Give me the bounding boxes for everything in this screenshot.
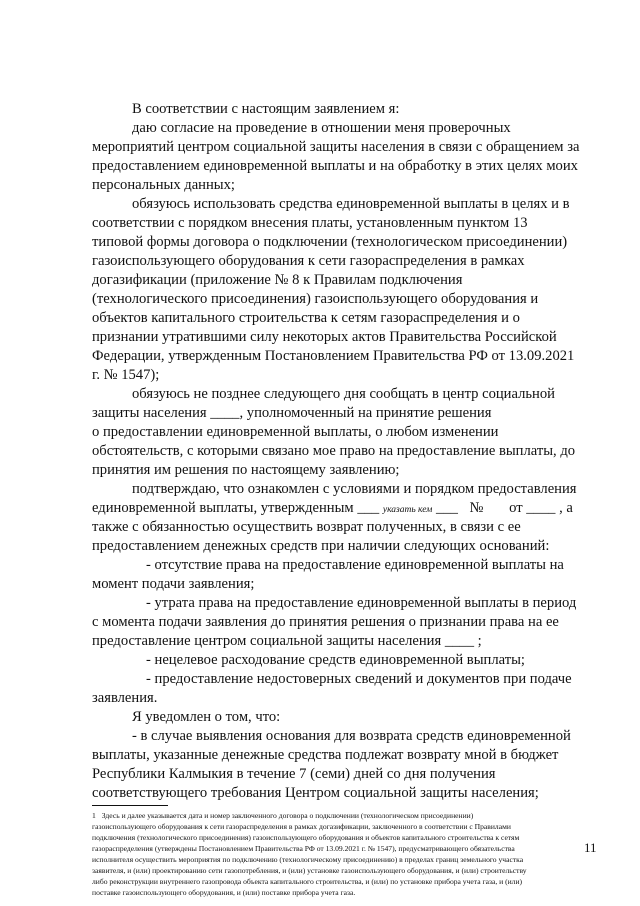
approved-from: от [509,500,523,516]
body-line: В соответствии с настоящим заявлением я: [132,101,400,117]
body-line: защиты населения ____, уполномоченный на принятие решения [92,405,492,421]
approved-blank: ___ [357,500,380,516]
footnote-marker: 1 [92,811,96,820]
body-line: заявления. [92,690,158,706]
footnote-line: заявителя, и (или) проектированию сети газопотребления, и (или) установке газоиспользующего оборудования, и (или) строительству [92,866,527,875]
body-line [92,119,600,138]
body-line: выплаты, указанные денежные средства подлежат возврату мной в бюджет [92,747,559,763]
footnote-line: исполнителя осуществить мероприятия по подключению (технологическому присоединению) в пределах границ земельного участка [92,855,524,864]
body-line: предоставление центром социальной защиты населения ____ ; [92,633,482,649]
footnote-line: газоиспользующего оборудования к сети газораспределения в рамках догазификации, заключенного в соответствии с Правилами [92,822,511,831]
body-line: - предоставление недостоверных сведений и документов при подаче [146,671,572,687]
body-line: Я уведомлен о том, что: [132,709,281,725]
footnote-line: поставке газоиспользующего оборудования, и (или) поставке прибора учета газа. [92,888,356,897]
body-line: персональных данных; [92,177,235,193]
body-line: предоставлением денежных средств при наличии следующих оснований: [92,538,550,554]
page-number: 11 [584,840,597,855]
body-line: газоиспользующего оборудования к сети газораспределения в рамках [92,253,525,269]
body-line: обязуюсь не позднее следующего дня сообщать в центр социальной [132,386,555,402]
footnote-text: Здесь и далее указывается дата и номер заключенного договора о подключении (технологическом присоединении) [101,811,474,820]
footnote-line: подключения (технологического присоединения) газоиспользующего оборудования и объектов капитального строительства к сетям [92,833,520,842]
body-line: - отсутствие права на предоставление единовременной выплаты на [146,557,564,573]
body-line: обстоятельств, с которыми связано мое право на предоставление выплаты, до [92,443,576,459]
body-line: Республики Калмыкия в течение 7 (семи) дней со дня получения [92,766,496,782]
body-line: также с обязанностью осуществить возврат полученных, в связи с ее [92,519,521,535]
body-line: признании утратившими силу некоторых актов Правительства Российской [92,329,557,345]
body-line: мероприятий центром социальной защиты населения в связи с обращением за [92,139,580,155]
approved-date-blank: ____ [526,500,556,516]
footnote-line: либо реконструкции внутреннего газопровода объекта капитального строительства, и (или) по установке прибора учета газа, и (или) [92,877,523,886]
body-line: принятия им решения по настоящему заявлению; [92,462,400,478]
approved-by-line [92,499,600,520]
body-line: момент подачи заявления; [92,576,255,592]
body-line: г. № 1547); [92,367,160,383]
approved-number-sign: № [469,500,484,516]
body-line: догазификации (приложение № 8 к Правилам подключения [92,272,463,288]
body-line-text: даю согласие на проведение в отношении меня проверочных [132,120,511,136]
body-line: типовой формы договора о подключении (технологическом присоединении) [92,234,568,250]
body-line: предоставлением единовременной выплаты и на обработку в этих целях моих [92,158,578,174]
approved-end: , а [559,500,573,516]
body-line: - в случае выявления основания для возврата средств единовременной [132,728,571,744]
approved-blank-2: ___ [435,500,458,516]
body-line: обязуюсь использовать средства единовременной выплаты в целях и в [132,196,570,212]
body-line: с момента подачи заявления до принятия решения о признании права на ее [92,614,559,630]
body-line: о предоставлении единовременной выплаты, о любом изменении [92,424,499,440]
footnote-line: газораспределения (утверждены Постановлением Правительства РФ от 13.09.2021 г. № 1547), предусматривающего обязательства [92,844,515,853]
body-line: (технологического присоединения) газоиспользующего оборудования и [92,291,539,307]
approved-by-text: единовременной выплаты, утвержденным [92,500,354,516]
approved-hint: указать кем [382,505,433,515]
body-line: соответствующего требования Центром социальной защиты населения; [92,785,539,801]
body-line: - утрата права на предоставление единовременной выплаты в период [146,595,577,611]
body-line: подтверждаю, что ознакомлен с условиями и порядком предоставления [132,481,577,497]
body-line: - нецелевое расходование средств единовременной выплаты; [146,652,525,668]
footnote-rule [92,805,168,806]
body-line: Федерации, утвержденным Постановлением Правительства РФ от 13.09.2021 [92,348,575,364]
footnote-line [92,810,600,821]
body-line: соответствии с порядком внесения платы, установленным пунктом 13 [92,215,528,231]
body-line: объектов капитального строительства к сетям газораспределения и о [92,310,520,326]
